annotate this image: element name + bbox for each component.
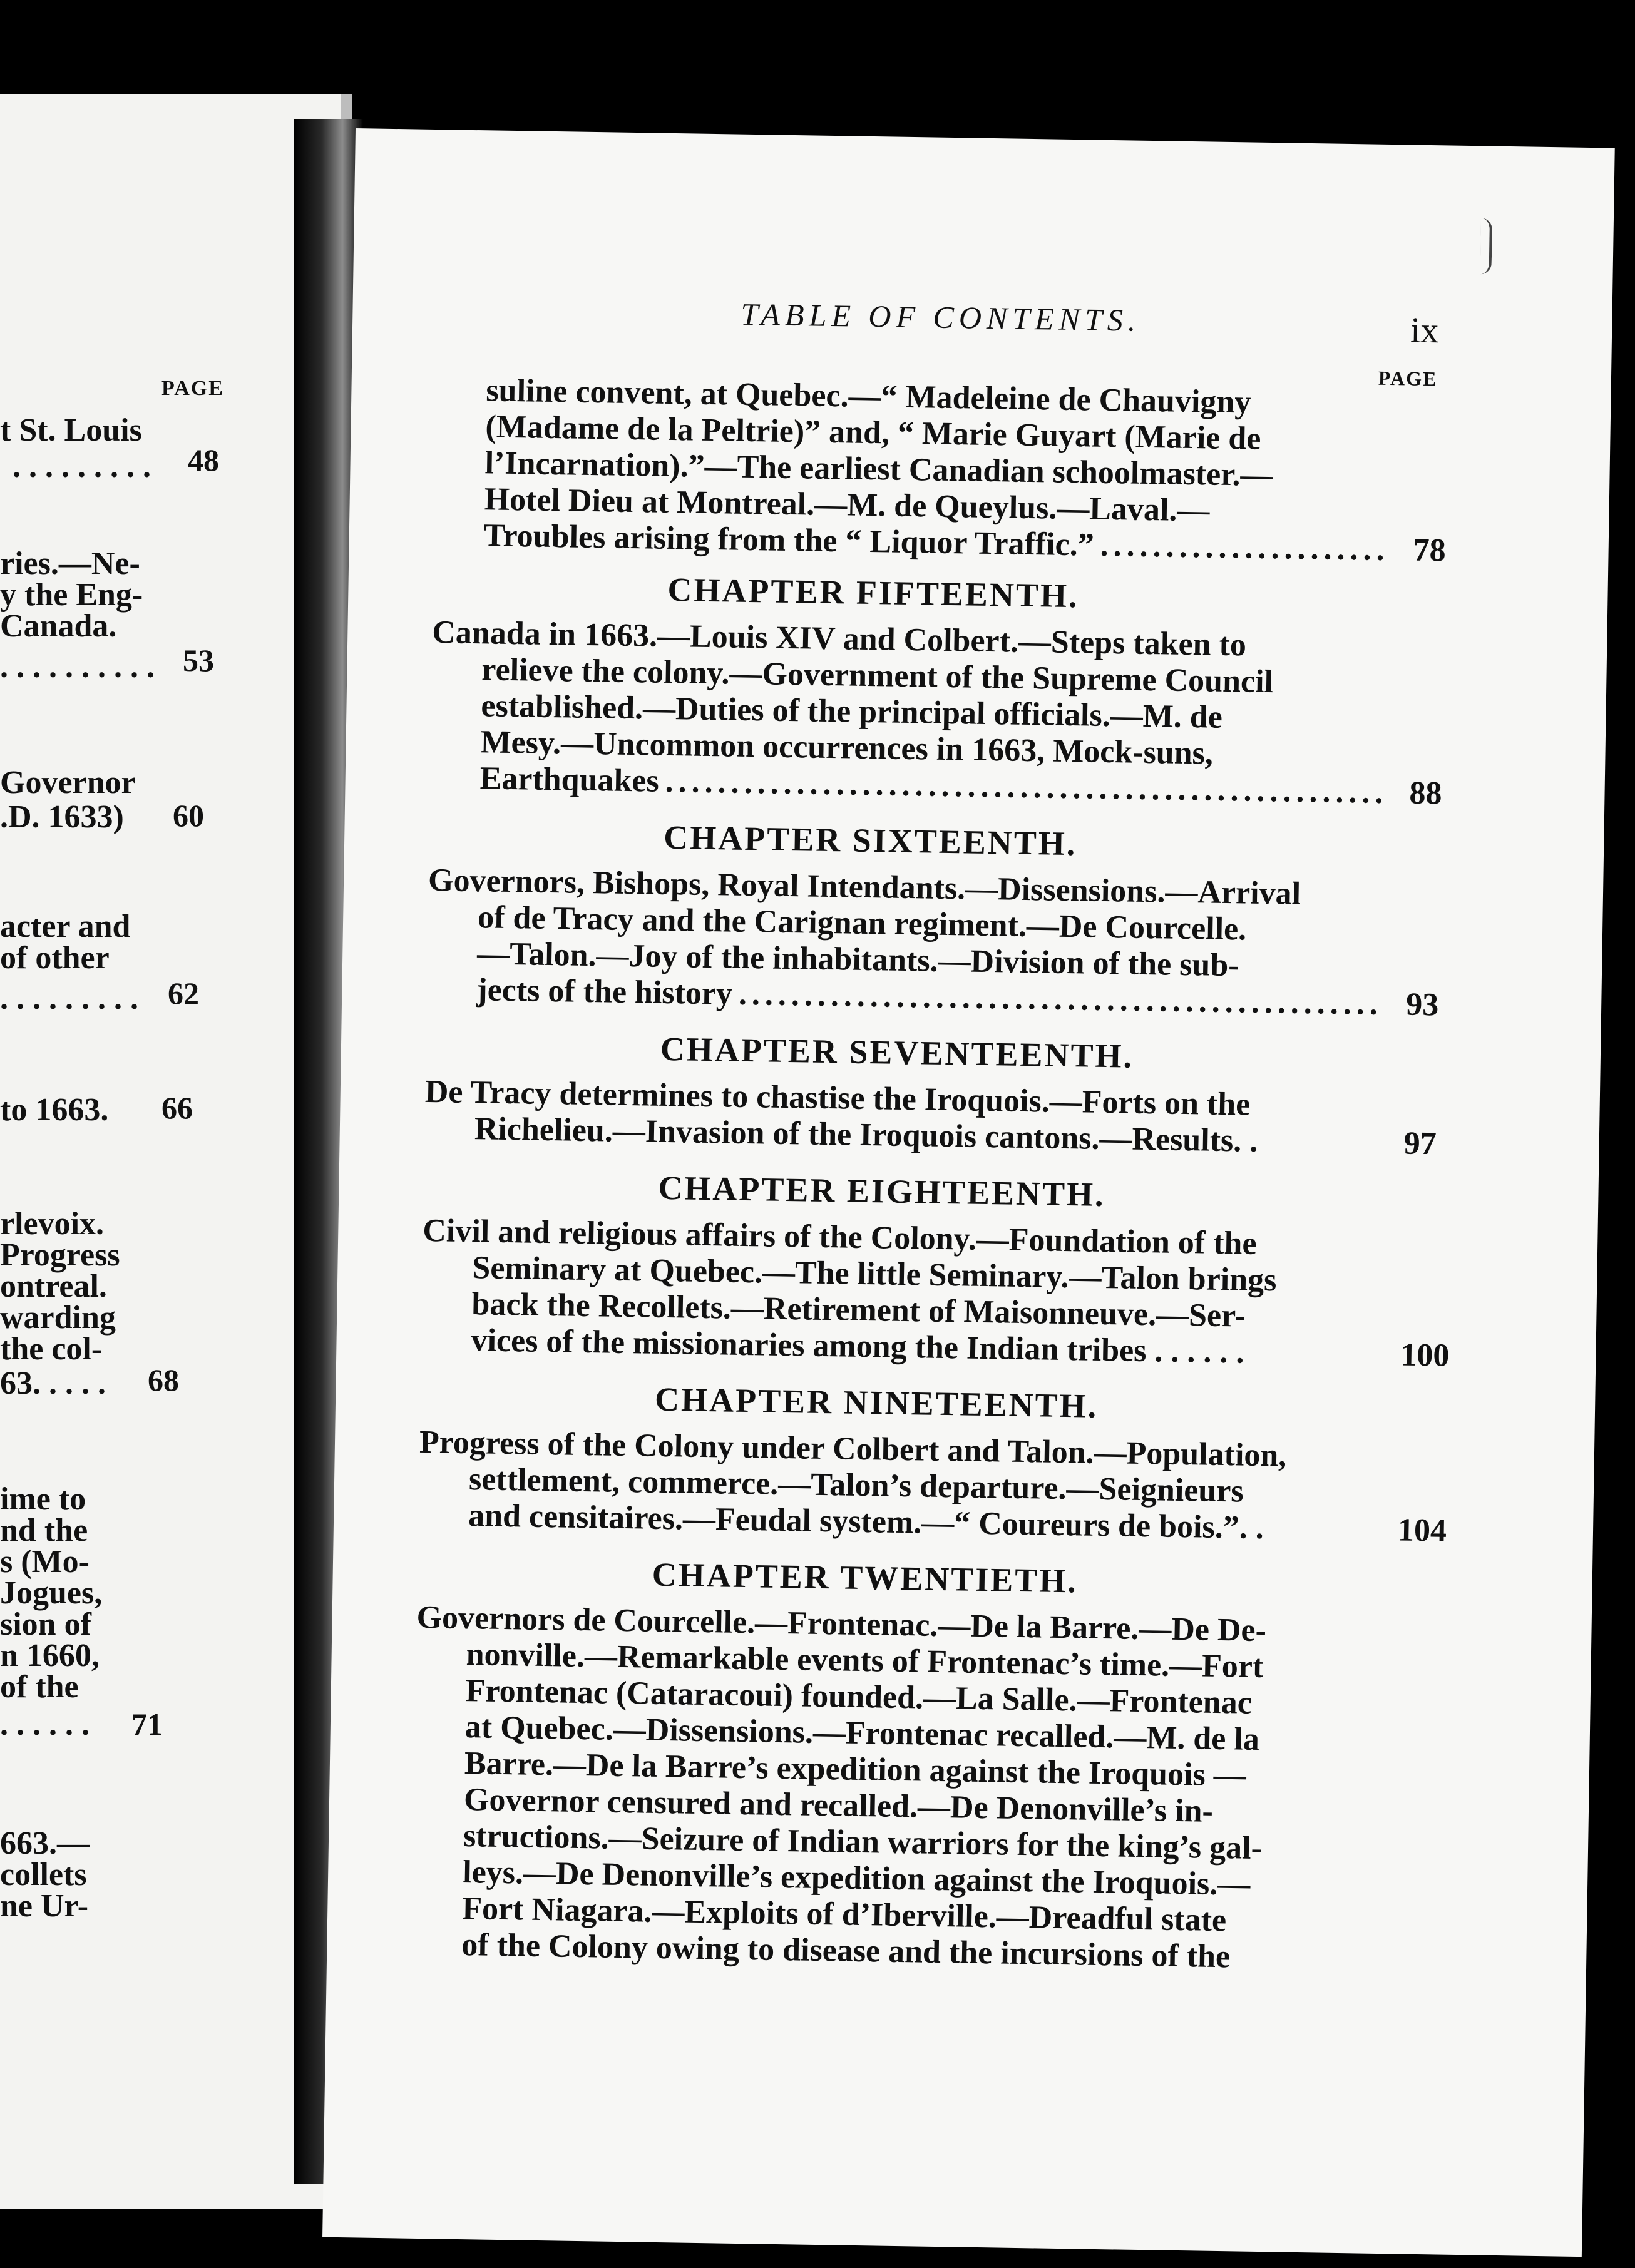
contents-entry-line: of de Tracy and the Carignan regiment.—De Courcelle. [477,899,1247,948]
left-page-line: .D. 1633) [0,799,124,835]
contents-entry-line: structions.—Seizure of Indian warriors for the king’s gal- [463,1818,1263,1867]
contents-entry-line: Progress of the Colony under Colbert and Talon.—Population, [419,1424,1287,1474]
dot-leader [739,978,1378,1021]
left-page-line: . . . . . . . . . [0,981,138,1016]
left-page-line: ries.—Ne- [0,546,140,581]
left-page-line: y the Eng- [0,577,143,613]
left-page-line: ontreal. [0,1269,107,1304]
contents-entry-line: suline convent, at Quebec.—“ Madeleine de Chauvigny [485,372,1251,421]
contents-entry-line: —Talon.—Joy of the inhabitants.—Division of the sub- [476,936,1240,984]
contents-entry-line: Governor censured and recalled.—De Denonville’s in- [463,1782,1214,1829]
contents-entry-line: (Madame de la Peltrie)” and, “ Marie Guyart (Marie de [485,409,1261,457]
left-page-line: collets [0,1857,87,1893]
contents-entry-line: Mesy.—Uncommon occurrences in 1663, Mock-suns, [480,724,1214,772]
left-page-line: 63. . . . . [0,1366,106,1401]
entry-page-number: 97 [1403,1125,1437,1162]
left-page-line: the col- [0,1331,103,1367]
entry-page-number: 104 [1397,1512,1447,1549]
left-page-line: rlevoix. [0,1206,105,1242]
left-page-number: 66 [161,1090,193,1125]
contents-entry-line: Barre.—De la Barre’s expedition against the Iroquois — [464,1745,1247,1794]
contents-entry-line [476,974,1385,1021]
chapter-heading: CHAPTER TWENTIETH. [652,1555,1079,1600]
contents-entry-line: De Tracy determines to chastise the Iroquois.—Forts on the [424,1073,1251,1123]
left-page-line: 663.— [0,1826,90,1861]
contents-entry-line: at Quebec.—Dissensions.—Frontenac recalled.—M. de la [464,1709,1260,1757]
contents-entry-line: Seminary at Quebec.—The little Seminary.—Talon brings [471,1250,1277,1299]
left-page-line: acter and [0,909,131,944]
dot-leader [665,765,1381,809]
entry-page-number: 100 [1400,1337,1450,1374]
contents-entry-line: Civil and religious affairs of the Colony.—Foundation of the [422,1212,1258,1262]
chapter-heading: CHAPTER NINETEENTH. [654,1380,1099,1425]
contents-entry-line: leys.—De Denonville’s expedition against the Iroquois.— [462,1854,1251,1903]
contents-page [322,128,1615,2257]
left-page-line: ime to [0,1481,86,1517]
chapter-heading: CHAPTER FIFTEENTH. [667,570,1079,615]
contents-entry-line: nonville.—Remarkable events of Frontenac’s time.—Fort [466,1637,1264,1685]
left-page-number: 60 [173,798,204,833]
left-page-line: of other [0,940,110,976]
entry-page-number: 93 [1405,986,1439,1023]
left-page-number: 68 [148,1362,179,1397]
entry-page-number: 78 [1413,532,1447,569]
left-page-line: ne Ur- [0,1888,89,1924]
contents-entry-line [479,762,1388,809]
left-page-line: s (Mo- [0,1544,90,1580]
contents-entry-line: vices of the missionaries among the Indian tribes . . . . . . [471,1322,1244,1371]
left-page-number: 71 [131,1707,163,1742]
left-page-line: to 1663. [0,1092,109,1128]
contents-entry-line: and censitaires.—Feudal system.—“ Coureurs de bois.”. . [468,1498,1264,1546]
left-page-line: warding [0,1300,116,1336]
entry-page-number: 88 [1409,775,1442,812]
contents-entry-line: settlement, commerce.—Talon’s departure.—Seignieurs [468,1461,1244,1509]
left-page-line: of the [0,1669,79,1705]
contents-entry-line: Hotel Dieu at Montreal.—M. de Queylus.—Laval.— [484,481,1210,529]
contents-entry-line-text: Troubles arising from the “ Liquor Traffic.” [483,518,1095,563]
left-page-line: . . . . . . [0,1707,90,1742]
contents-entry-line: Richelieu.—Invasion of the Iroquois cantons.—Results. . [474,1111,1258,1159]
left-page-line: . . . . . . . . . [13,449,151,484]
left-page-line: Progress [0,1237,120,1273]
chapter-heading: CHAPTER SIXTEENTH. [663,818,1077,863]
left-page-line: Canada. [0,608,117,644]
left-page-line: n 1660, [0,1638,100,1673]
contents-entry-line: back the Recollets.—Retirement of Maisonneuve.—Ser- [471,1286,1246,1334]
contents-entry-line: Governors de Courcelle.—Frontenac.—De la Barre.—De De- [416,1599,1267,1649]
left-page-line: Jogues, [0,1575,103,1611]
contents-entry-line-text: Earthquakes [479,760,660,799]
left-page-line: sion of [0,1606,91,1642]
left-page-line: nd the [0,1513,88,1548]
contents-entry-line: of the Colony owing to disease and the incursions of the [461,1927,1231,1975]
chapter-heading: CHAPTER SEVENTEENTH. [660,1029,1134,1075]
contents-entry-line: Frontenac (Cataracoui) founded.—La Salle.—Frontenac [465,1673,1253,1721]
contents-entry-line: Governors, Bishops, Royal Intendants.—Dissensions.—Arrival [428,862,1301,912]
contents-entry-line: Canada in 1663.—Louis XIV and Colbert.—Steps taken to [431,615,1247,663]
contents-entry-line: relieve the colony.—Government of the Supreme Council [481,651,1274,700]
left-page-label: PAGE [161,377,224,400]
contents-entry-line: established.—Duties of the principal officials.—M. de [481,688,1223,735]
contents-entry-line: Fort Niagara.—Exploits of d’Iberville.—Dreadful state [461,1891,1227,1939]
running-head: TABLE OF CONTENTS. [740,296,1141,338]
left-page-number: 48 [188,442,219,478]
chapter-heading: CHAPTER EIGHTEENTH. [657,1168,1105,1214]
contents-entry-line: l’Incarnation).”—The earliest Canadian schoolmaster.— [484,445,1273,494]
pencil-mark [1480,218,1492,274]
left-page-line: Governor [0,765,136,800]
dot-leader [1100,529,1385,566]
left-page-number: 53 [183,643,214,678]
left-page-number: 62 [168,976,199,1011]
contents-entry-line-text: jects of the history [476,972,733,1012]
page-folio: ix [1410,309,1439,351]
page-column-label: PAGE [1378,366,1438,391]
contents-entry-line [483,519,1392,566]
left-page-line: . . . . . . . . . . [0,649,155,685]
left-page-line: t St. Louis [0,412,142,448]
